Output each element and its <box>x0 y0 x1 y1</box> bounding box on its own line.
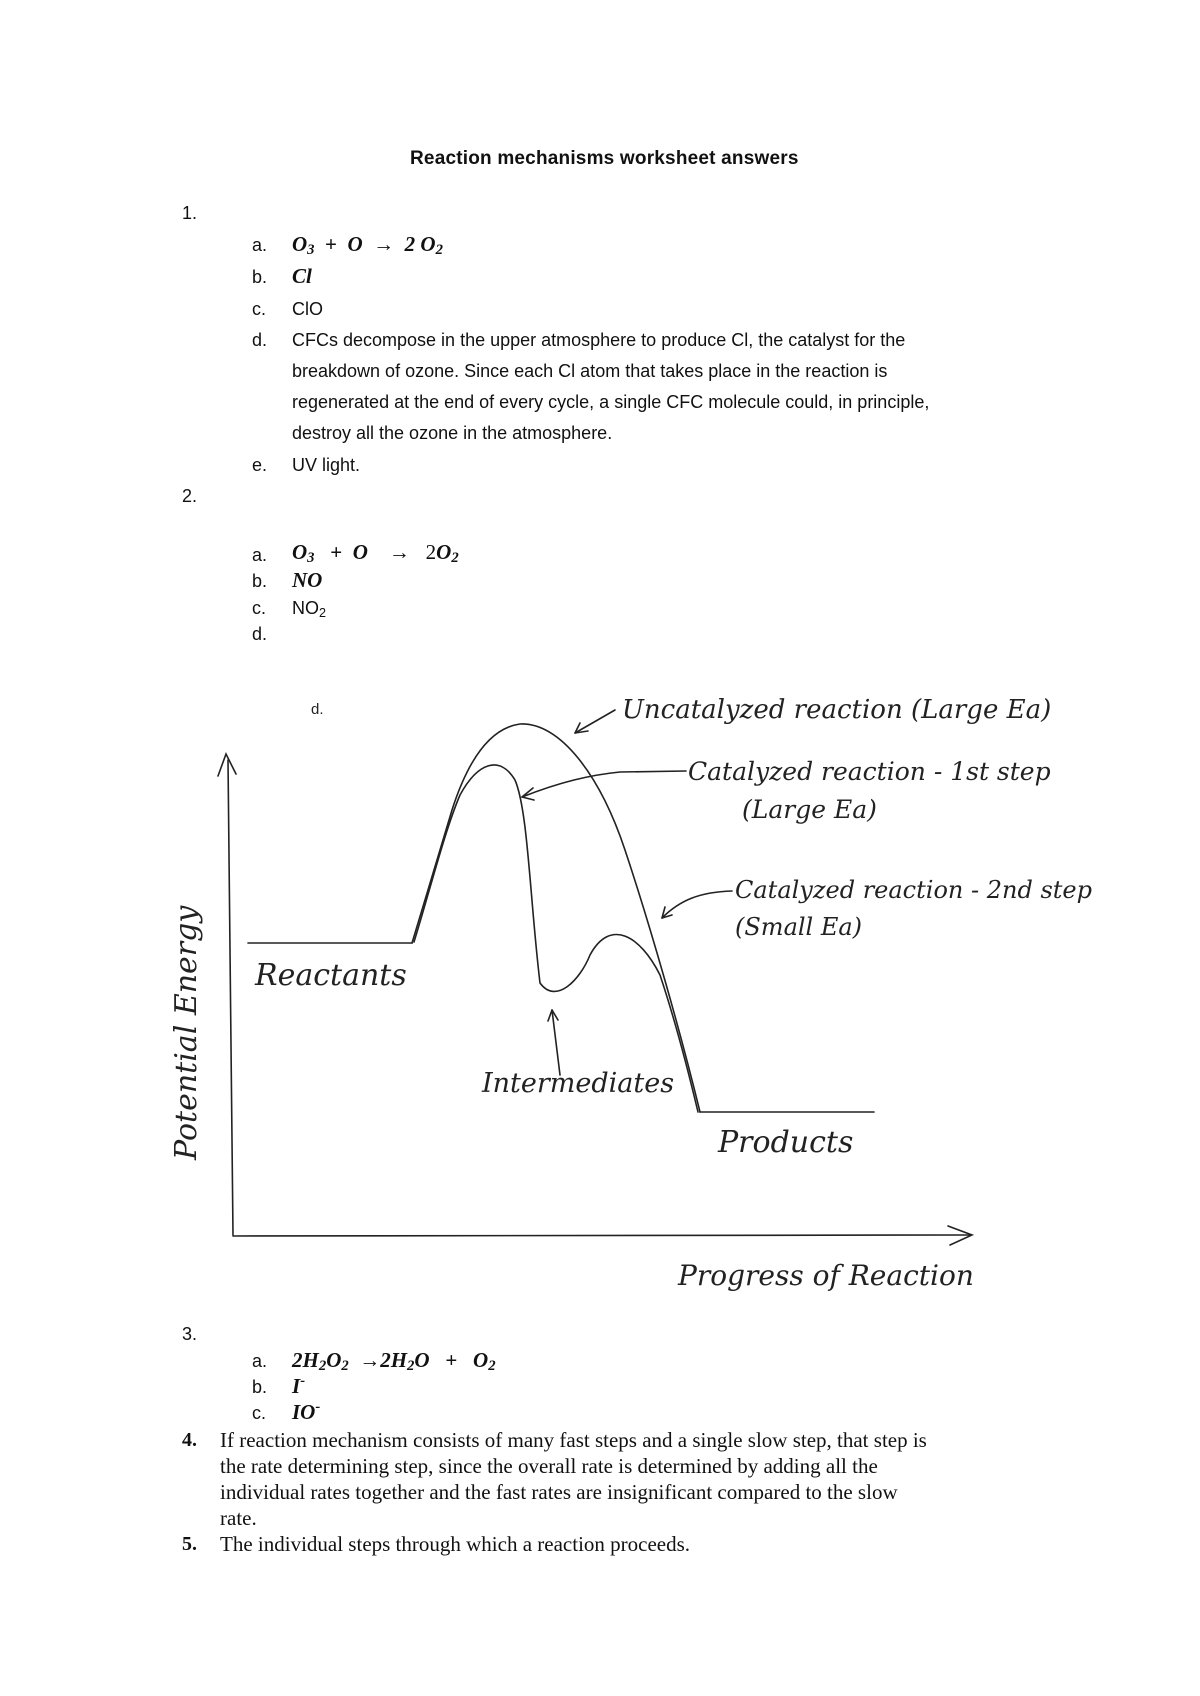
q4-line-3: individual rates together and the fast rates are insignificant compared to the slow <box>220 1480 898 1504</box>
q2c-answer: $NO_2$ <box>292 598 327 620</box>
q2b-label: b. <box>252 571 268 591</box>
q1a-equation: $O_3 + O \to 2$ $O_2$ <box>292 232 443 258</box>
q2c-label: c. <box>252 598 267 618</box>
q3c-answer: IO- <box>292 1399 321 1424</box>
q3b-label: b. <box>252 1377 268 1397</box>
q1b-label: b. <box>252 267 268 287</box>
q1c-answer: ClO <box>292 299 323 319</box>
question-5-number: 5. <box>182 1533 197 1555</box>
y-axis-label: Potential Energy <box>169 905 204 1160</box>
q1e-label: e. <box>252 455 268 475</box>
intermediates-label: Intermediates <box>482 1068 675 1099</box>
question-1-number: 1. <box>182 203 198 223</box>
energy-diagram <box>0 680 1200 1320</box>
q1d-label: d. <box>252 330 268 350</box>
q3a-label: a. <box>252 1351 268 1371</box>
step2-label-line-2: (Small Ea) <box>735 913 863 941</box>
q1c-label: c. <box>252 299 267 319</box>
q1d-line-4: destroy all the ozone in the atmosphere. <box>292 423 613 443</box>
intermediates-pointer <box>552 1010 560 1075</box>
q1d-line-1: CFCs decompose in the upper atmosphere to produce Cl, the catalyst for the <box>292 330 906 350</box>
q3b-answer: I- <box>292 1373 306 1398</box>
uncatalyzed-pointer <box>575 710 615 733</box>
q2a-label: a. <box>252 545 268 565</box>
q3c-label: c. <box>252 1403 267 1423</box>
uncatalyzed-curve <box>412 724 700 1112</box>
page-title: Reaction mechanisms worksheet answers <box>410 148 799 169</box>
q2b-answer: NO <box>292 568 323 592</box>
q4-line-2: the rate determining step, since the overall rate is determined by adding all the <box>220 1454 878 1478</box>
question-4-number: 4. <box>182 1429 197 1451</box>
y-axis-arrowhead <box>218 754 236 776</box>
q3a-equation: $2H_2O_2 \to 2H_2O$ + $O_2$ <box>292 1348 496 1374</box>
step2-label-line-1: Catalyzed reaction - 2nd step <box>735 876 1092 904</box>
q1e-answer: UV light. <box>292 455 361 475</box>
step2-pointer <box>662 891 732 918</box>
q1b-answer: Cl <box>292 264 312 288</box>
step1-label-line-1: Catalyzed reaction - 1st step <box>688 757 1051 786</box>
question-2-number: 2. <box>182 486 198 506</box>
y-axis-line <box>228 760 233 1235</box>
q1d-line-3: regenerated at the end of every cycle, a single CFC molecule could, in principle, <box>292 392 930 412</box>
x-axis-line <box>233 1235 970 1236</box>
uncatalyzed-label: Uncatalyzed reaction (Large Ea) <box>622 695 1052 725</box>
q4-line-4: rate. <box>220 1506 257 1530</box>
q5-answer: The individual steps through which a reaction proceeds. <box>220 1532 691 1556</box>
q4-line-1: If reaction mechanism consists of many fast steps and a single slow step, that step is <box>220 1428 927 1452</box>
x-axis-label: Progress of Reaction <box>678 1259 974 1292</box>
products-label: Products <box>718 1125 854 1160</box>
step1-label-line-2: (Large Ea) <box>742 795 877 824</box>
step1-pointer <box>522 771 686 797</box>
q2d-label: d. <box>252 624 268 644</box>
question-3-number: 3. <box>182 1324 198 1344</box>
q1a-label: a. <box>252 235 268 255</box>
q1d-line-2: breakdown of ozone. Since each Cl atom that takes place in the reaction is <box>292 361 888 381</box>
q2a-equation: $O_3$ + O → $2O_2$ <box>292 540 459 566</box>
reactants-label: Reactants <box>255 958 407 993</box>
diagram-label: d. <box>311 701 324 718</box>
catalyzed-curve <box>414 765 698 1112</box>
